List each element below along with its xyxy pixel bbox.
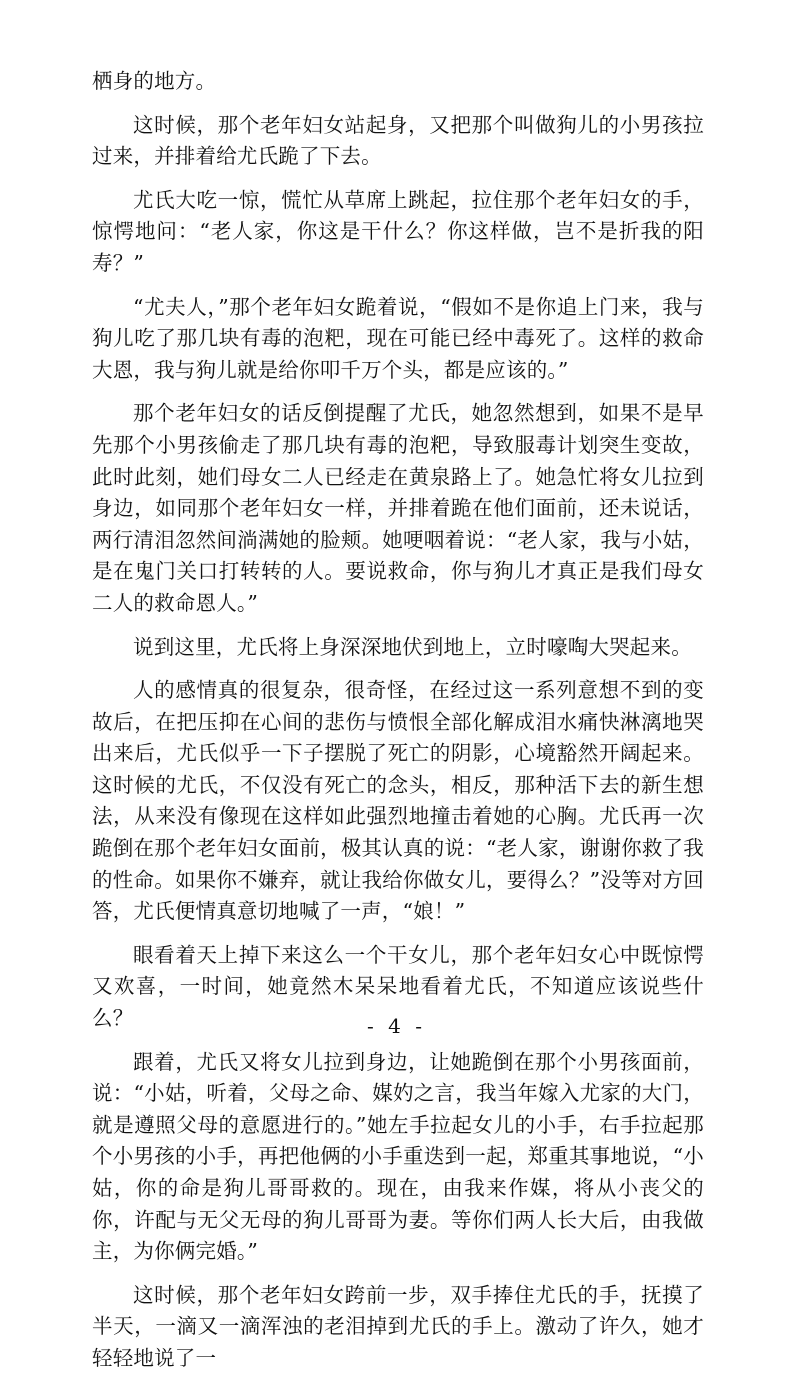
paragraph-4: “尤夫人，”那个老年妇女跪着说，“假如不是你追上门来，我与狗儿吃了那几块有毒的泡粑，现在可能已经中毒死了。这样的救命大恩，我与狗儿就是给你叩千万个头，都是应该的。” (92, 294, 704, 382)
paragraph-1: 栖身的地方。 (92, 69, 217, 93)
page-number: - 4 - (367, 1014, 426, 1038)
paragraph-5: 那个老年妇女的话反倒提醒了尤氏，她忽然想到，如果不是早先那个小男孩偷走了那几块有毒的泡粑，导致服毒计划突生变故，此时此刻，她们母女二人已经走在黄泉路上了。她急忙将女儿拉到身边，如同那个老年妇女一样，并排着跪在他们面前，还未说话，两行清泪忽然间淌满她的脸颊。她哽咽着说：“老人家，我与小姑，是在鬼门关口打转转的人。要说救命，你与狗儿才真正是我们母女二人的救命恩人。” (92, 401, 704, 615)
paragraph-3: 尤氏大吃一惊，慌忙从草席上跳起，拉住那个老年妇女的手，惊愕地问：“老人家，你这是干什么？你这样做，岂不是折我的阳寿？” (92, 187, 704, 275)
paragraph-10: 这时候，那个老年妇女跨前一步，双手捧住尤氏的手，抚摸了半天，一滴又一滴浑浊的老泪掉到尤氏的手上。激动了许久，她才轻轻地说了一 (92, 1282, 704, 1370)
paragraph-7: 人的感情真的很复杂，很奇怪，在经过这一系列意想不到的变故后，在把压抑在心间的悲伤与愤恨全部化解成泪水痛快淋漓地哭出来后，尤氏似乎一下子摆脱了死亡的阴影，心境豁然开阔起来。这时候的尤氏，不仅没有死亡的念头，相反，那种活下去的新生想法，从来没有像现在这样如此强烈地撞击着她的心胸。尤氏再一次跪倒在那个老年妇女面前，极其认真的说：“老人家，谢谢你救了我的性命。如果你不嫌弃，就让我给你做女儿，要得么？”没等对方回答，尤氏便情真意切地喊了一声，“娘！” (92, 678, 704, 924)
paragraph-9: 跟着，尤氏又将女儿拉到身边，让她跪倒在那个小男孩面前，说：“小姑，听着，父母之命、媒妁之言，我当年嫁入尤家的大门，就是遵照父母的意愿进行的。”她左手拉起女儿的小手，右手拉起那个小男孩的小手，再把他俩的小手重迭到一起，郑重其事地说，“小姑，你的命是狗儿哥哥救的。现在，由我来作媒，将从小丧父的你，许配与无父无母的狗儿哥哥为妻。等你们两人长大后，由我做主，为你俩完婚。” (92, 1049, 704, 1264)
paragraph-2: 这时候，那个老年妇女站起身，又把那个叫做狗儿的小男孩拉过来，并排着给尤氏跪了下去。 (92, 112, 704, 169)
paragraph-8: 眼看着天上掉下来这么一个干女儿，那个老年妇女心中既惊愕又欢喜，一时间，她竟然木呆呆地看着尤氏，不知道应该说些什么？ (92, 942, 704, 1031)
paragraph-6: 说到这里，尤氏将上身深深地伏到地上，立时嚎啕大哭起来。 (133, 634, 692, 659)
body-text (92, 66, 704, 1387)
